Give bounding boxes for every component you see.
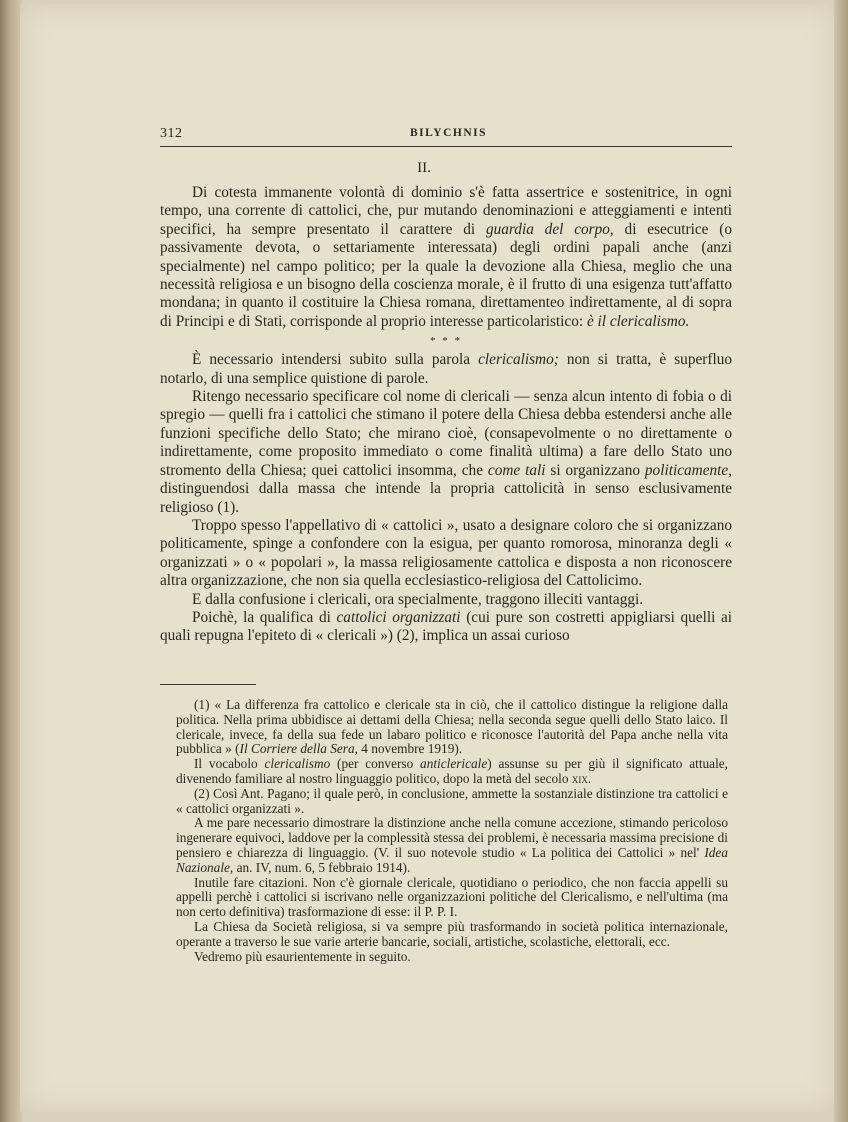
footnote: Inutile fare citazioni. Non c'è giornale clericale, quotidiano o periodico, che non faccia appelli su appelli perchè i cattolici si iscrivano nelle organizzazioni politiche del Clericalismo, e nell'ultima (ma non certo definitiva) trasformazione di esse: il P. P. I. [176, 874, 728, 920]
main-text [160, 184, 732, 646]
footnote: Il vocabolo clericalismo (per converso anticlericale) assunse su per giù il significato attuale, divenendo familiare al nostro linguaggio politico, dopo la metà del secolo xix. [176, 756, 728, 786]
footnote: Vedremo più esaurientemente in seguito. [194, 948, 411, 964]
page-number: 312 [160, 126, 183, 141]
footnote: La Chiesa da Società religiosa, si va sempre più trasformando in società politica internazionale, operante a traverso le sue varie arterie bancarie, sociali, artistiche, scolastiche, elettorali, ecc. [176, 918, 728, 949]
section-number: II. [417, 160, 431, 176]
paragraph: Di cotesta immanente volontà di dominio s'è fatta assertrice e sostenitrice, in ogni tempo, una corrente di cattolici, che, pur mutando denominazioni e atteggiamenti e intenti specifici, ha sempre presentato il carattere di guardia del corpo, di esecutrice (o passivamente devota, o settariamente interessata) degli ordini papali anche (anzi specialmente) nel campo politico; per la quale la devozione alla Chiesa, meglio che una necessità religiosa e un bisogno della coscienza morale, è il frutto di una esigenza tutt'affatto mondana; in quanto il costituire la Chiesa romana, direttamenteo indirettamente, al di sopra di Principi e di Stati, corrisponde al proprio interesse particolaristico: è il clericalismo. [160, 184, 732, 330]
footnote-rule [160, 684, 256, 685]
running-header [160, 126, 732, 144]
header-rule [160, 146, 732, 147]
footnote: A me pare necessario dimostrare la distinzione anche nella comune accezione, stimando pericoloso ingenerare equivoci, laddove per la complessità stessa dei problemi, è necessaria massima precisione di pensiero e chiarezza di linguaggio. (V. il suo notevole studio « La politica dei Cattolici » nel' Idea Nazionale, an. IV, num. 6, 5 febbraio 1914). [176, 815, 728, 875]
section-separator: * * * [430, 335, 462, 348]
footnote: (1) « La differenza fra cattolico e clericale sta in ciò, che il cattolico distingue la religione dalla politica. Nella prima ubbidisce ai dettami della Chiesa; nella seconda segue quelli dello Stato laico. Il clericale, invece, fa della sua fede un labaro politico e riconosce l'autorità del Papa anche nella vita pubblica » (Il Corriere della Sera, 4 novembre 1919). [176, 697, 728, 757]
footnotes [176, 698, 728, 964]
paragraph: Troppo spesso l'appellativo di « cattolici », usato a designare coloro che si organizzano politicamente, spinge a confondere con la esigua, per quanto romorosa, minoranza degli « organizzati » o « popolari », la massa religiosamente cattolica e disposta a non riconoscere altra organizzazione, che non sia quella ecclesiastico-religiosa del Cattolicimo. [160, 516, 732, 590]
running-title: BILYCHNIS [410, 127, 487, 139]
footnote: (2) Così Ant. Pagano; il quale però, in conclusione, ammette la sostanziale distinzione tra cattolici e « cattolici organizzati ». [176, 785, 728, 816]
paragraph: È necessario intendersi subito sulla parola clericalismo; non si tratta, è superfluo notarlo, di una semplice quistione di parole. [160, 351, 732, 387]
paragraph: Poichè, la qualifica di cattolici organizzati (cui pure son costretti appigliarsi quelli ai quali repugna l'epiteto di « clericali ») (2), implica un assai curioso [160, 608, 733, 645]
paragraph: Ritengo necessario specificare col nome di clericali — senza alcun intento di fobia o di spregio — quelli fra i cattolici che stimano il potere della Chiesa debba estendersi anche alle funzioni specifiche dello Stato; che mirano cioè, (consapevolmente o no direttamente o indirettamente, come proposito immediato o come finalità ultima) a fare dello Stato uno stromento della Chiesa; quei cattolici insomma, che come tali si organizzano politicamente, distinguendosi dalla massa che intende la propria cattolicità in senso esclusivamente religioso (1). [160, 388, 732, 516]
paragraph: E dalla confusione i clericali, ora specialmente, traggono illeciti vantaggi. [192, 590, 644, 608]
